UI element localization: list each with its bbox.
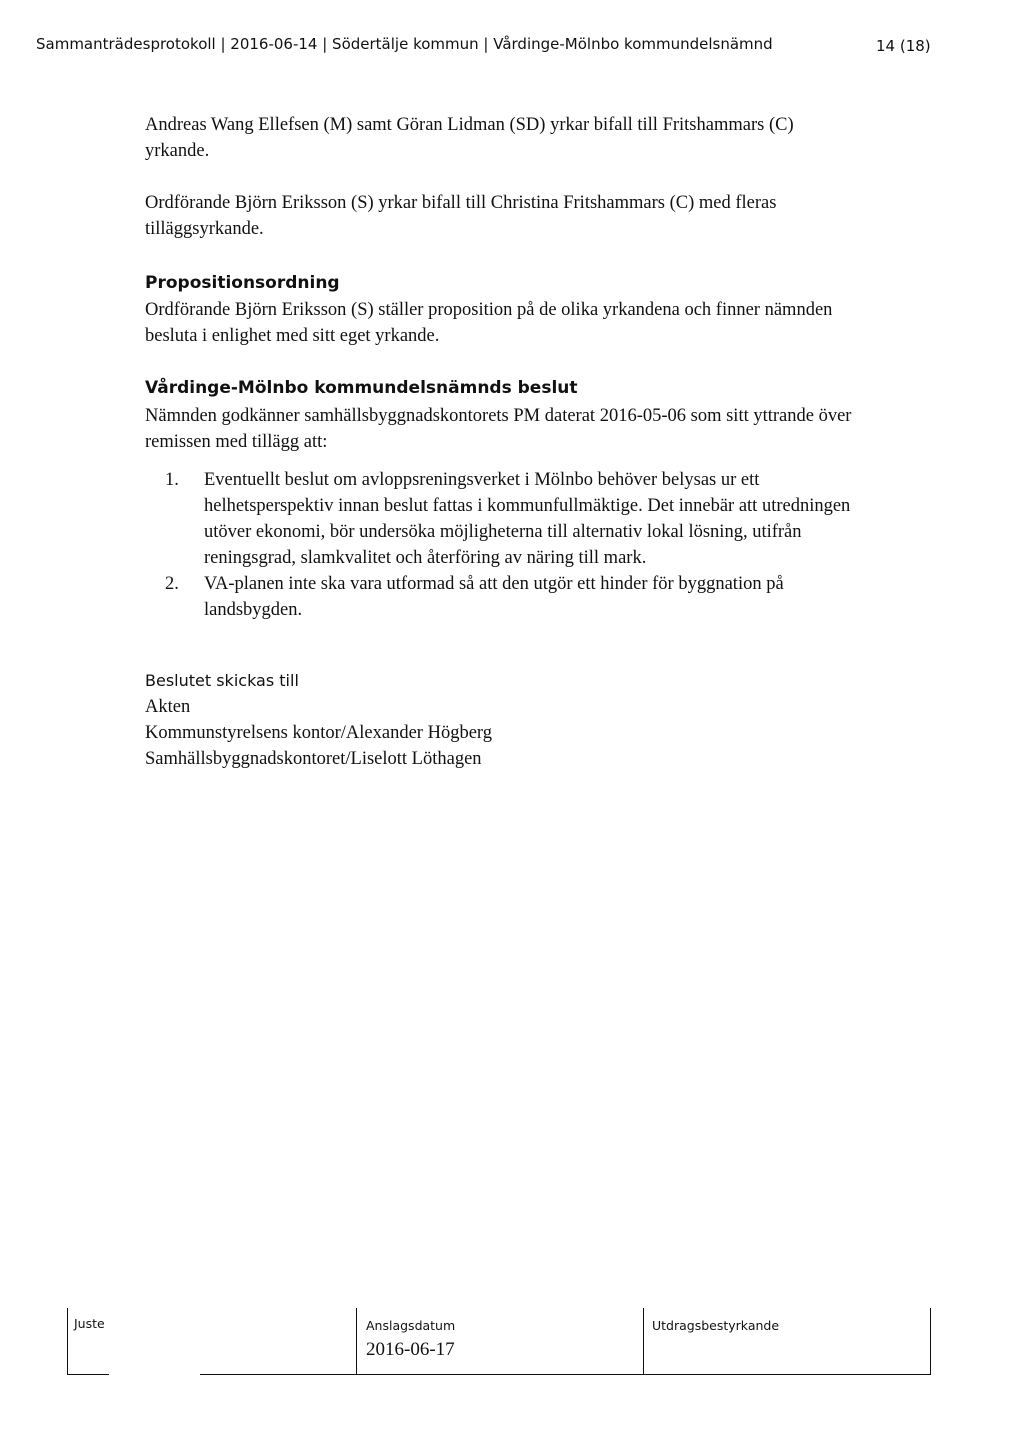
text-line: Nämnden godkänner samhällsbyggnadskontorets PM daterat 2016-05-06 som sitt yttrande över bbox=[145, 406, 852, 426]
page-header bbox=[36, 35, 956, 53]
footer-divider bbox=[930, 1308, 931, 1375]
juste-label: Juste bbox=[74, 1316, 105, 1331]
list-number: 1. bbox=[165, 470, 179, 490]
distribution-label: Beslutet skickas till bbox=[145, 671, 299, 690]
list-item bbox=[165, 467, 945, 571]
heading-propositionsordning: Propositionsordning bbox=[145, 273, 340, 293]
text-line: Ordförande Björn Eriksson (S) yrkar bifall till Christina Fritshammars (C) med fleras bbox=[145, 193, 777, 213]
distribution-block bbox=[145, 668, 945, 772]
text-line: remissen med tillägg att: bbox=[145, 432, 328, 452]
list-item bbox=[165, 571, 945, 623]
footer-divider bbox=[643, 1308, 644, 1375]
text-line: helhetsperspektiv innan beslut fattas i kommunfullmäktige. Det innebär att utredningen bbox=[204, 496, 851, 516]
page-number: 14 (18) bbox=[876, 37, 931, 55]
text-line: yrkande. bbox=[145, 141, 210, 161]
paragraph-chair-motion bbox=[145, 190, 945, 242]
text-line: besluta i enlighet med sitt eget yrkande. bbox=[145, 326, 440, 346]
footer-divider bbox=[356, 1308, 357, 1375]
text-line: Andreas Wang Ellefsen (M) samt Göran Lidman (SD) yrkar bifall till Fritshammars (C) bbox=[145, 115, 794, 135]
anslagsdatum-label: Anslagsdatum bbox=[366, 1318, 456, 1333]
text-line: landsbygden. bbox=[204, 600, 303, 620]
paragraph-proposition bbox=[145, 297, 945, 349]
text-line: Eventuellt beslut om avloppsreningsverket i Mölnbo behöver belysas ur ett bbox=[204, 470, 760, 490]
text-line: VA-planen inte ska vara utformad så att den utgör ett hinder för byggnation på bbox=[204, 574, 784, 594]
paragraph-decision bbox=[145, 403, 945, 455]
anslagsdatum-value: 2016-06-17 bbox=[366, 1339, 455, 1360]
utdragsbestyrkande-label: Utdragsbestyrkande bbox=[652, 1318, 780, 1333]
recipient: Kommunstyrelsens kontor/Alexander Högberg bbox=[145, 723, 492, 743]
running-title: Sammanträdesprotokoll | 2016-06-14 | Södertälje kommun | Vårdinge-Mölnbo kommundelsnämnd bbox=[36, 35, 773, 53]
paragraph-motion-support bbox=[145, 112, 945, 164]
footer-divider bbox=[67, 1308, 68, 1375]
text-line: tilläggsyrkande. bbox=[145, 219, 264, 239]
text-line: utöver ekonomi, bör undersöka möjligheterna till alternativ lokal lösning, utifrån bbox=[204, 522, 802, 542]
text-line: reningsgrad, slamkvalitet och återföring av näring till mark. bbox=[204, 548, 647, 568]
footer-divider bbox=[67, 1374, 109, 1375]
recipient: Samhällsbyggnadskontoret/Liselott Löthagen bbox=[145, 749, 482, 769]
footer-divider bbox=[200, 1374, 931, 1375]
list-number: 2. bbox=[165, 574, 179, 594]
text-line: Ordförande Björn Eriksson (S) ställer proposition på de olika yrkandena och finner nämnden bbox=[145, 300, 833, 320]
heading-decision: Vårdinge-Mölnbo kommundelsnämnds beslut bbox=[145, 378, 578, 398]
recipient: Akten bbox=[145, 697, 191, 717]
